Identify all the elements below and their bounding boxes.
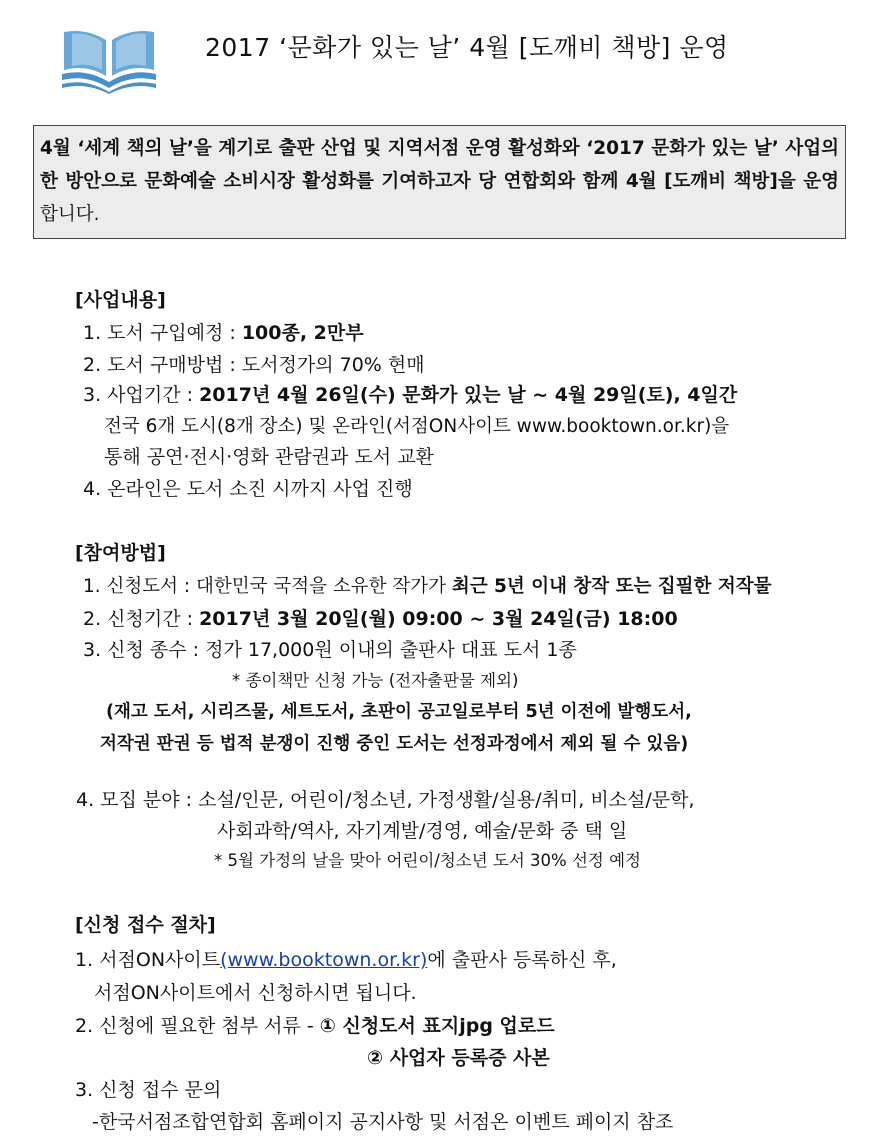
intro-bold-text: 4월 ‘세계 책의 날’을 계기로 출판 산업 및 지역서점 운영 활성화와 ‘2017 문화가 있는 날’ 사업의 한 방안으로 문화예술 소비시장 활성화를 기여하고자 당 연합회와 함께 4월 [도깨비 책방]을 운영 [40, 138, 839, 192]
procedure-item-3-line-2: -한국서점조합연합회 홈페이지 공지사항 및 서점온 이벤트 페이지 참조 [92, 1111, 674, 1133]
intro-box [33, 125, 846, 239]
business-item-1-value: 100종, 2만부 [241, 322, 364, 344]
participation-item-1-bold: 최근 5년 이내 창작 또는 집필한 저작물 [451, 576, 772, 597]
procedure-item-3: 3. 신청 접수 문의 [75, 1079, 222, 1101]
exclusion-line-1: (재고 도서, 시리즈물, 세트도서, 초판이 공고일로부터 5년 이전에 발행도서, [106, 702, 692, 722]
participation-item-4-line-2: 사회과학/역사, 자기계발/경영, 예술/문화 중 택 일 [217, 820, 628, 842]
procedure-item-1 [75, 945, 617, 972]
participation-item-1-label: 1. 신청도서 : [83, 576, 197, 597]
intro-tail-text: 합니다. [40, 204, 100, 225]
business-heading: [사업내용] [75, 289, 166, 311]
participation-item-3: 3. 신청 종수 : 정가 17,000원 이내의 출판사 대표 도서 1종 [83, 639, 577, 661]
participation-item-4-note: * 5월 가정의 날을 맞아 어린이/청소년 도서 30% 선정 예정 [214, 851, 641, 870]
page-title: 2017 ‘문화가 있는 날’ 4월 [도깨비 책방] 운영 [205, 33, 729, 62]
participation-item-1 [83, 572, 771, 598]
intro-paragraph [40, 132, 839, 231]
booktown-link[interactable]: (www.booktown.or.kr) [220, 949, 428, 971]
procedure-item-1-line-2: 서점ON사이트에서 신청하시면 됩니다. [94, 982, 417, 1004]
participation-item-2 [83, 604, 678, 631]
business-item-3 [83, 380, 737, 407]
procedure-item-1-suffix: 에 출판사 등록하신 후, [427, 949, 617, 971]
business-item-3-label: 3. 사업기간 : [83, 384, 200, 406]
participation-item-3-note: * 종이책만 신청 가능 (전자출판물 제외) [232, 671, 519, 690]
exclusion-line-2: 저작권 판권 등 법적 분쟁이 진행 중인 도서는 선정과정에서 제외 될 수 있음) [100, 734, 689, 754]
business-item-4: 4. 온라인은 도서 소진 시까지 사업 진행 [83, 478, 413, 500]
business-item-3-line-3: 통해 공연·전시·영화 관람권과 도서 교환 [104, 446, 434, 468]
business-item-1-label: 1. 도서 구입예정 : [83, 322, 242, 344]
procedure-doc-1: ① 신청도서 표지jpg 업로드 [319, 1015, 555, 1037]
participation-item-1-normal: 대한민국 국적을 소유한 작가가 [196, 576, 452, 597]
participation-item-4: 4. 모집 분야 : 소설/인문, 어린이/청소년, 가정생활/실용/취미, 비소설/문학, [76, 789, 695, 811]
procedure-doc-2: ② 사업자 등록증 사본 [367, 1047, 550, 1069]
participation-heading: [참여방법] [75, 542, 166, 564]
procedure-item-1-prefix: 1. 서점ON사이트 [75, 949, 221, 971]
business-item-1 [83, 318, 364, 345]
business-item-2: 2. 도서 구매방법 : 도서정가의 70% 현매 [83, 354, 425, 376]
business-item-3-line-2: 전국 6개 도시(8개 장소) 및 온라인(서점ON사이트 www.booktown.or.kr)을 [104, 416, 730, 437]
procedure-heading: [신청 접수 절차] [75, 914, 216, 936]
business-item-3-value: 2017년 4월 26일(수) 문화가 있는 날 ~ 4월 29일(토), 4일간 [199, 384, 738, 406]
procedure-item-2 [75, 1011, 555, 1038]
participation-item-2-label: 2. 신청기간 : [83, 608, 200, 630]
open-book-logo-icon [60, 24, 158, 94]
procedure-item-2-label: 2. 신청에 필요한 첨부 서류 - [75, 1015, 320, 1037]
participation-item-2-value: 2017년 3월 20일(월) 09:00 ~ 3월 24일(금) 18:00 [199, 608, 678, 630]
